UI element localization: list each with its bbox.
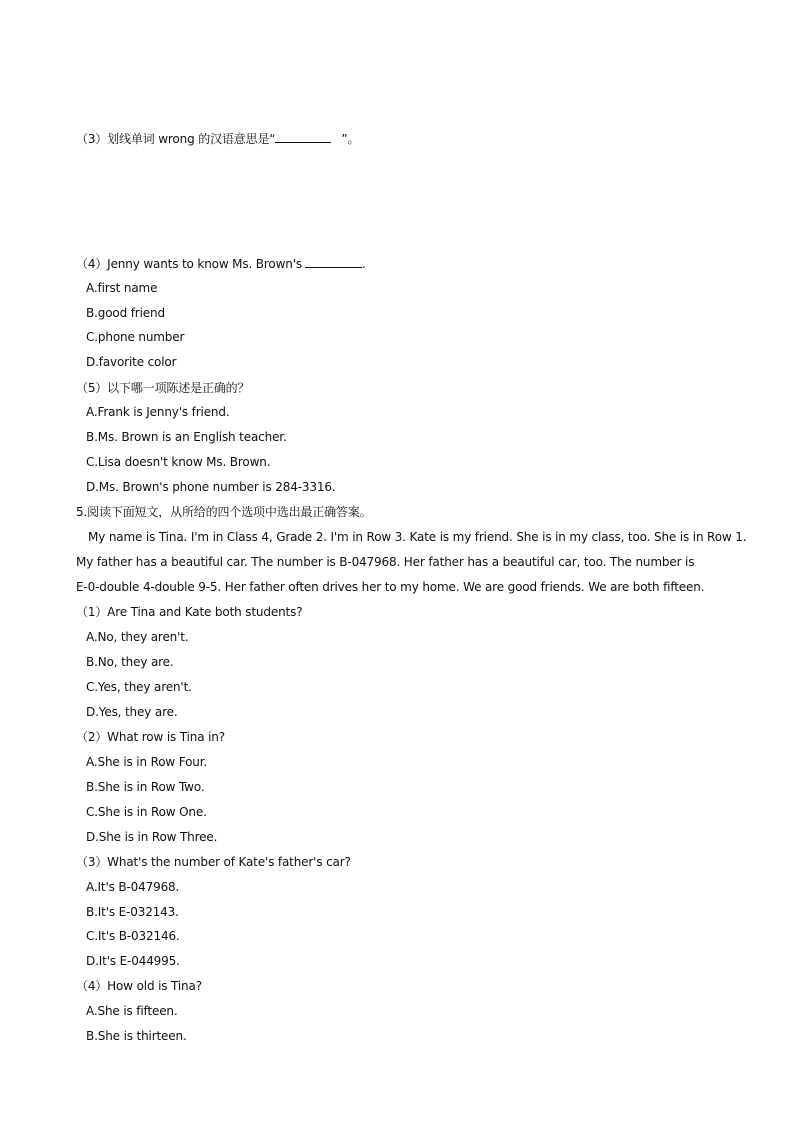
question-text-end: ”。 [341,132,360,146]
option-b[interactable]: B.She is in Row Two. [86,780,205,794]
passage-line-3: E-0-double 4-double 9-5. Her father often drives her to my home. We are good friends. We are both fifteen. [76,580,705,594]
option-a[interactable]: A.Frank is Jenny's friend. [86,405,230,419]
option-c[interactable]: C.She is in Row One. [86,805,207,819]
option-a[interactable]: A.first name [86,281,158,295]
option-b[interactable]: B.Ms. Brown is an English teacher. [86,430,287,444]
option-c[interactable]: C.Yes, they aren't. [86,680,192,694]
option-d[interactable]: D.It's E-044995. [86,954,180,968]
option-b[interactable]: B.It's E-032143. [86,905,179,919]
s5-question-3-stem: （3）What's the number of Kate's father's car? [76,855,351,869]
question-5-stem: （5）以下哪一项陈述是正确的？ [76,381,250,395]
question-text: （4）Jenny wants to know Ms. Brown's [76,257,302,271]
s5-question-2-stem: （2）What row is Tina in? [76,730,225,744]
option-d[interactable]: D.She is in Row Three. [86,830,218,844]
question-text: （3）划线单词 wrong 的汉语意思是“ [76,132,276,146]
option-a[interactable]: A.It's B-047968. [86,880,180,894]
option-d[interactable]: D.Yes, they are. [86,705,178,719]
option-b[interactable]: B.good friend [86,306,165,320]
section-5-heading: 5.阅读下面短文，从所给的四个选项中选出最正确答案。 [76,505,372,519]
option-c[interactable]: C.phone number [86,330,185,344]
passage-line-2: My father has a beautiful car. The number is B-047968. Her father has a beautiful car, too. The number is [76,555,695,569]
question-3-translation [76,130,359,147]
option-a[interactable]: A.She is in Row Four. [86,755,208,769]
s5-question-4-stem: （4）How old is Tina? [76,979,202,993]
passage-line-1: My name is Tina. I'm in Class 4, Grade 2. I'm in Row 3. Kate is my friend. She is in my class, too. She is in Row 1. [88,530,747,544]
answer-blank[interactable] [275,130,331,143]
question-text-end: . [361,257,366,271]
option-b[interactable]: B.She is thirteen. [86,1029,187,1043]
s5-question-1-stem: （1）Are Tina and Kate both students? [76,605,303,619]
question-4-stem [76,255,366,272]
option-b[interactable]: B.No, they are. [86,655,174,669]
option-c[interactable]: C.It's B-032146. [86,929,180,943]
option-c[interactable]: C.Lisa doesn't know Ms. Brown. [86,455,271,469]
option-a[interactable]: A.She is fifteen. [86,1004,178,1018]
option-a[interactable]: A.No, they aren't. [86,630,189,644]
option-d[interactable]: D.Ms. Brown's phone number is 284-3316. [86,480,336,494]
answer-blank[interactable] [305,255,362,268]
option-d[interactable]: D.favorite color [86,355,177,369]
